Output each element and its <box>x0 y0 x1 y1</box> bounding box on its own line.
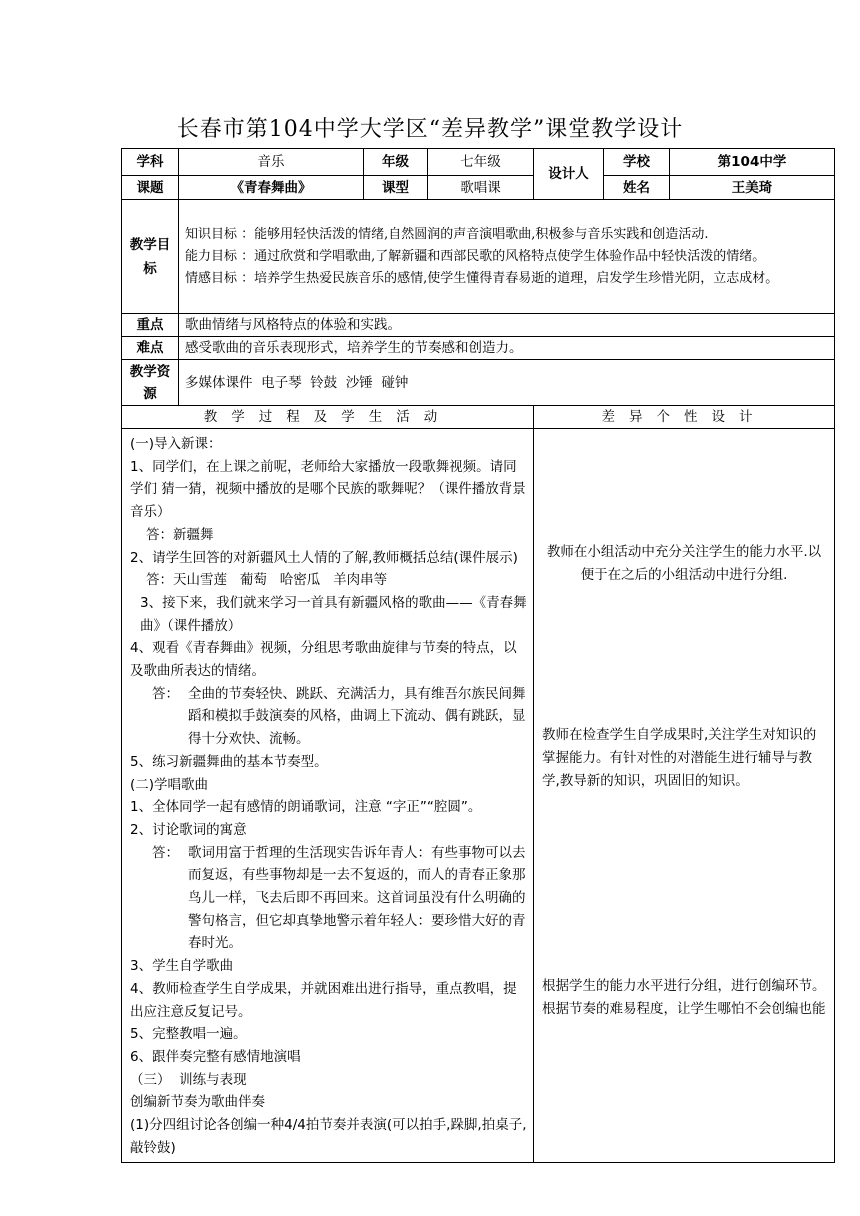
process-content <box>122 429 534 1163</box>
diff-note-3: 根据学生的能力水平进行分组，进行创编环节。根据节奏的难易程度，让学生哪怕不会创编也能 <box>542 978 826 1017</box>
page-title: 长春市第104中学大学区“差异教学”课堂教学设计 <box>176 117 684 142</box>
goals-content <box>179 200 835 314</box>
list-item: 1、同学们，在上课之前呢，老师给大家播放一段歌舞视频。请同学们 猜一猜，视频中播放的是哪个民族的歌舞呢？（课件播放背景音乐） <box>130 458 526 521</box>
resources-label: 教学资源 <box>122 360 179 406</box>
school-label: 学校 <box>604 149 670 176</box>
difficulty-label: 难点 <box>122 337 179 360</box>
section-intro-heading: (一)导入新课： <box>130 436 222 452</box>
goal-knowledge: 知识目标 ： 能够用轻快活泼的情绪,自然圆润的声音演唱歌曲,积极参与音乐实践和创造活动. <box>185 226 709 242</box>
answer-text: 答：天山雪莲 葡萄 哈密瓜 羊肉串等 <box>146 572 388 589</box>
list-item: 2、请学生回答的对新疆风土人情的了解,教师概括总结(课件展示) <box>130 549 518 566</box>
name-value: 王美琦 <box>670 176 835 200</box>
process-header: 教学过程及学生活动 <box>122 406 534 429</box>
diff-content <box>534 429 835 1163</box>
subsection-title: 创编新节奏为歌曲伴奏 <box>130 1094 265 1111</box>
key-point-label: 重点 <box>122 314 179 337</box>
difficulty-text: 感受歌曲的音乐表现形式，培养学生的节奏感和创造力。 <box>179 337 835 360</box>
diff-header: 差异个性设计 <box>534 406 835 429</box>
goals-label: 教学目标 <box>122 200 179 314</box>
grade-value: 七年级 <box>428 149 534 176</box>
list-item: 4、观看《青春舞曲》视频，分组思考歌曲旋律与节奏的特点，以及歌曲所表达的情绪。 <box>130 640 517 680</box>
school-value: 第104中学 <box>670 149 835 176</box>
list-item: 4、教师检查学生自学成果，并就困难出进行指导，重点教唱，提 出应注意反复记号。 <box>130 980 517 1020</box>
section-learn-heading: (二)学唱歌曲 <box>130 776 209 793</box>
name-label: 姓名 <box>604 176 670 200</box>
key-point-text: 歌曲情绪与风格特点的体验和实践。 <box>179 314 835 337</box>
lesson-value: 《青春舞曲》 <box>179 176 364 200</box>
type-label: 课型 <box>364 176 428 200</box>
list-item: 3、接下来，我们就来学习一首具有新疆风格的歌曲——《青春舞曲》（课件播放） <box>140 594 527 634</box>
diff-note-2: 教师在检查学生自学成果时,关注学生对知识的掌握能力。有针对性的对潜能生进行辅导与教学,教导新的知识，巩固旧的知识。 <box>542 727 817 789</box>
diff-note-1: 教师在小组活动中充分关注学生的能力水平.以便于在之后的小组活动中进行分组. <box>546 544 822 583</box>
answer-block: 答： 全曲的节奏轻快、跳跃、充满活力，具有维吾尔族民间舞蹈和模拟手鼓演奏的风格，曲调上下流动、偶有跳跃，显得十分欢快、流畅。 <box>152 685 526 748</box>
type-value: 歌唱课 <box>428 176 534 200</box>
lesson-label: 课题 <box>122 176 179 200</box>
list-item: 2、讨论歌词的寓意 <box>130 821 247 838</box>
goal-ability: 能力目标 ： 通过欣赏和学唱歌曲,了解新疆和西部民歌的风格特点使学生体验作品中轻快活泼的情绪。 <box>185 248 766 264</box>
list-item: 1、全体同学一起有感情的朗诵歌词，注意 “字正”“腔圆”。 <box>130 799 482 816</box>
list-item: 6、跟伴奏完整有感情地演唱 <box>130 1048 301 1065</box>
list-item: (1)分四组讨论各创编一种4/4拍节奏并表演(可以拍手,跺脚,拍桌子,敲铃鼓) <box>130 1117 527 1156</box>
designer-label: 设计人 <box>534 149 604 200</box>
grade-label: 年级 <box>364 149 428 176</box>
resources-text: 多媒体课件 电子琴 铃鼓 沙锤 碰钟 <box>179 360 835 406</box>
section-train-heading: （三） 训练与表现 <box>130 1071 247 1088</box>
list-item: 5、完整教唱一遍。 <box>130 1026 247 1043</box>
subject-label: 学科 <box>122 149 179 176</box>
lesson-plan-table <box>121 148 834 1163</box>
answer-text: 答：新疆舞 <box>146 526 214 543</box>
answer-block: 答： 歌词用富于哲理的生活现实告诉年青人：有些事物可以去而复返，有些事物却是一去不复返的，而人的青春正象那鸟儿一样，飞去后即不再回来。这首词虽没有什么明确的警句格言，但它却真挚地警示着年轻人：要珍惜大好的青春时光。 <box>152 844 526 952</box>
list-item: 5、练习新疆舞曲的基本节奏型。 <box>130 753 328 770</box>
list-item: 3、学生自学歌曲 <box>130 958 234 975</box>
subject-value: 音乐 <box>179 149 364 176</box>
goal-emotion: 情感目标 ： 培养学生热爱民族音乐的感情,使学生懂得青春易逝的道理，启发学生珍惜光阴，立志成材。 <box>185 270 779 286</box>
